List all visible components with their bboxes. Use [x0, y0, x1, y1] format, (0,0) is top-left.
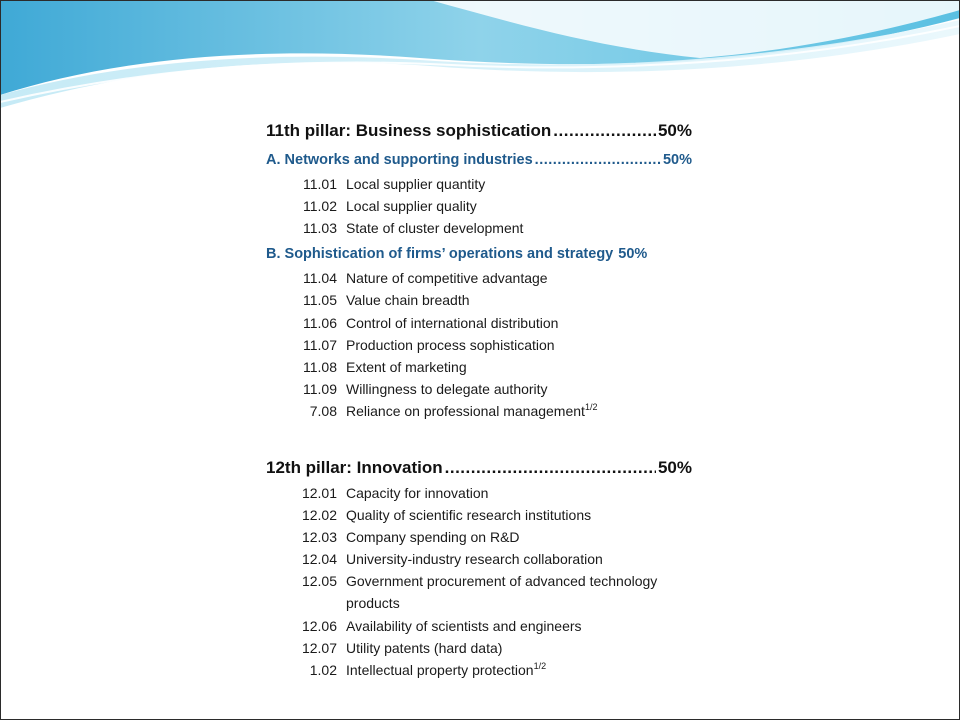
list-item: 12.05 Government procurement of advanced technology	[301, 573, 658, 589]
pillar-11-weight: 50%	[657, 121, 692, 140]
footnote-marker: 1/2	[584, 402, 598, 412]
list-item-continuation: products	[346, 595, 400, 611]
section-a-heading	[266, 152, 692, 168]
list-item: 11.07 Production process sophistication	[303, 337, 555, 353]
list-item: 11.08 Extent of marketing	[303, 359, 467, 375]
pillar-12-weight: 50%	[657, 458, 692, 477]
list-item: 11.01 Local supplier quantity	[303, 176, 486, 192]
list-item: 11.03 State of cluster development	[303, 220, 524, 236]
list-item: 11.06 Control of international distribution	[303, 315, 559, 331]
section-a-weight: 50%	[662, 152, 692, 168]
list-item: 7.08 Reliance on professional management$^{1/2}$	[309, 402, 598, 419]
pillars-document	[254, 113, 700, 688]
section-b-title: B. Sophistication of firms’ operations and strategy	[266, 246, 614, 262]
section-b-heading	[266, 246, 692, 262]
list-item: 12.04 University-industry research collaboration	[301, 551, 603, 567]
list-item: 1.02 Intellectual property protection$^{1/2}$	[309, 661, 547, 678]
pillar-11-title: 11th pillar: Business sophistication	[266, 121, 552, 140]
list-item: 12.03 Company spending on R&D	[301, 529, 520, 545]
list-item: 11.04 Nature of competitive advantage	[303, 270, 548, 286]
section-a-title: A. Networks and supporting industries	[266, 152, 533, 168]
list-item: 12.06 Availability of scientists and engineers	[301, 618, 582, 634]
list-item: 12.07 Utility patents (hard data)	[301, 640, 503, 656]
header-wave-decoration	[0, 0, 960, 120]
section-b-weight: 50%	[618, 246, 648, 262]
pillar-12-title: 12th pillar: Innovation	[266, 458, 443, 477]
list-item: 11.02 Local supplier quality	[303, 198, 477, 214]
pillar-11-heading	[266, 121, 692, 141]
pillar-12-heading	[266, 458, 692, 478]
footnote-marker: 1/2	[533, 661, 547, 671]
list-item: 12.02 Quality of scientific research institutions	[301, 507, 592, 523]
list-item: 11.09 Willingness to delegate authority	[303, 381, 548, 397]
list-item: 11.05 Value chain breadth	[303, 292, 470, 308]
list-item: 12.01 Capacity for innovation	[301, 485, 489, 501]
